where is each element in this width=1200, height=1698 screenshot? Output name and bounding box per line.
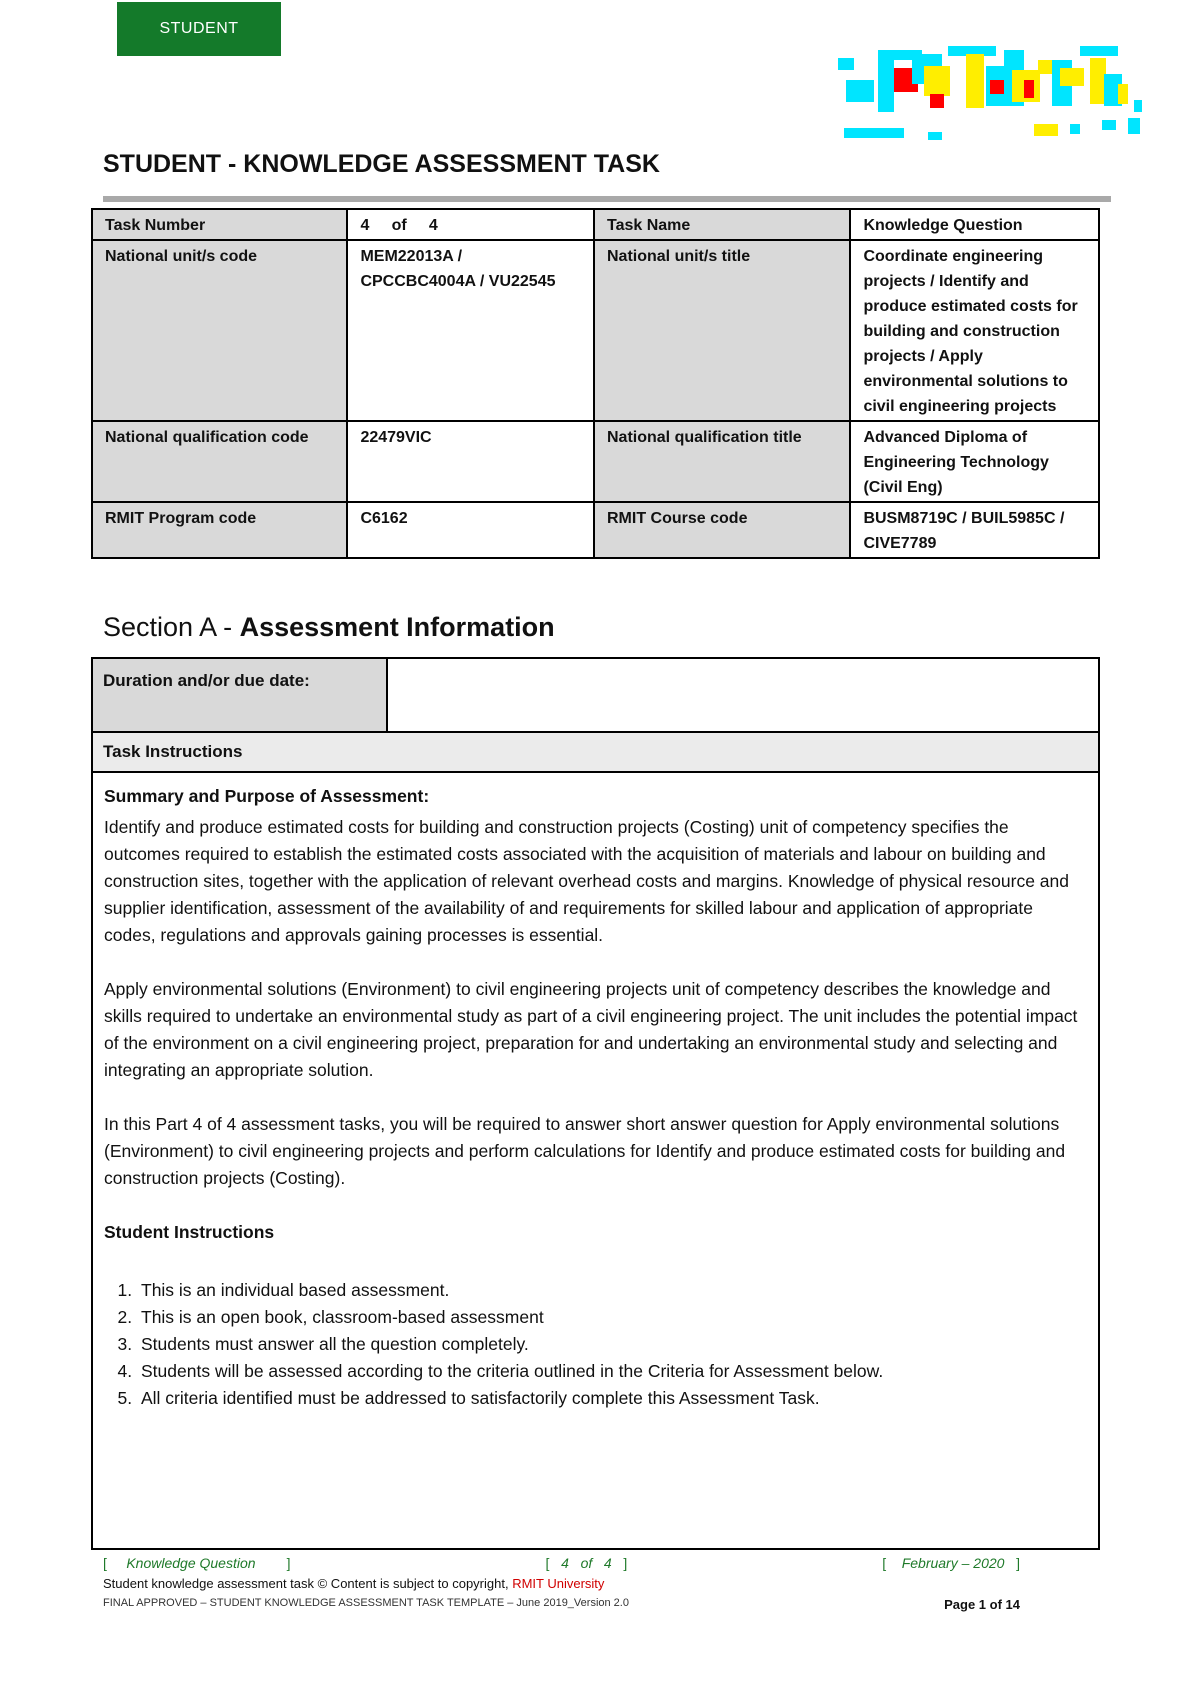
table-row xyxy=(92,209,1099,240)
footer-task-name: Knowledge Question xyxy=(126,1555,256,1571)
list-item: 3. Students must answer all the question completely. xyxy=(137,1331,1087,1358)
table-row xyxy=(92,240,1099,421)
task-info-table xyxy=(91,208,1100,559)
program-code-label: RMIT Program code xyxy=(92,502,347,558)
due-date-row xyxy=(93,659,1098,733)
table-row xyxy=(92,502,1099,558)
footer-task-line: [ Knowledge Question ] [ 4 of 4 ] [ February – 2020 ] xyxy=(103,1555,1020,1571)
task-name-value: Knowledge Question xyxy=(850,209,1099,240)
footer-task-of: 4 of 4 xyxy=(561,1555,612,1571)
task-number-value: 4 of 4 xyxy=(347,209,594,240)
program-code-value: C6162 xyxy=(347,502,594,558)
qual-title-label: National qualification title xyxy=(594,421,850,502)
page-number: Page 1 of 14 xyxy=(944,1597,1020,1612)
due-date-field[interactable] xyxy=(388,659,1098,731)
task-number-label: Task Number xyxy=(92,209,347,240)
section-title: Assessment Information xyxy=(239,612,555,642)
unit-code-label: National unit/s code xyxy=(92,240,347,421)
footer-template-line xyxy=(103,1597,1020,1612)
list-item: 1. This is an individual based assessment. xyxy=(137,1277,1087,1304)
footer-date: February – 2020 xyxy=(901,1555,1005,1571)
student-instructions-list xyxy=(104,1277,1087,1412)
footer-copyright xyxy=(103,1576,1020,1591)
unit-title-value: Coordinate engineering projects / Identify and produce estimated costs for building and construction projects / Apply environmental solutions to civil engineering projects xyxy=(850,240,1099,421)
template-version: FINAL APPROVED – STUDENT KNOWLEDGE ASSESSMENT TASK TEMPLATE – June 2019_Version 2.0 xyxy=(103,1597,629,1609)
unit-title-label: National unit/s title xyxy=(594,240,850,421)
summary-paragraph-2: Apply environmental solutions (Environment) to civil engineering projects unit of competency describes the knowledge and skills required to undertake an environmental study as part of a civil engineering project. The unit includes the potential impact of the environment on a civil engineering project, preparation for and undertaking an environmental study and selecting and integrating an appropriate solution. xyxy=(104,979,1078,1080)
course-code-label: RMIT Course code xyxy=(594,502,850,558)
summary-paragraph-3: In this Part 4 of 4 assessment tasks, you will be required to answer short answer question for Apply environmental solutions (Environment) to civil engineering projects and perform calculations for Identify and produce estimated costs for building and construction projects (Costing). xyxy=(104,1114,1066,1188)
course-code-value: BUSM8719C / BUIL5985C / CIVE7789 xyxy=(850,502,1099,558)
list-item: 2. This is an open book, classroom-based assessment xyxy=(137,1304,1087,1331)
qual-title-value: Advanced Diploma of Engineering Technology (Civil Eng) xyxy=(850,421,1099,502)
summary-heading: Summary and Purpose of Assessment: xyxy=(104,786,430,806)
qual-code-label: National qualification code xyxy=(92,421,347,502)
rmit-logo-image xyxy=(838,40,1144,152)
due-date-label: Duration and/or due date: xyxy=(93,659,388,731)
assessment-info-box xyxy=(91,657,1100,1550)
title-rule xyxy=(103,196,1111,202)
list-item: 5. All criteria identified must be addressed to satisfactorily complete this Assessment Task. xyxy=(137,1385,1087,1412)
task-instructions-body xyxy=(93,773,1098,1422)
student-badge: STUDENT xyxy=(117,2,281,56)
copyright-org: RMIT University xyxy=(512,1576,605,1591)
task-instructions-header: Task Instructions xyxy=(93,733,1098,773)
qual-code-value: 22479VIC xyxy=(347,421,594,502)
list-item: 4. Students will be assessed according to the criteria outlined in the Criteria for Assessment below. xyxy=(137,1358,1087,1385)
copyright-text: Student knowledge assessment task © Content is subject to copyright, xyxy=(103,1576,513,1591)
task-name-label: Task Name xyxy=(594,209,850,240)
document-title: STUDENT - KNOWLEDGE ASSESSMENT TASK xyxy=(103,150,660,178)
summary-paragraph-1: Identify and produce estimated costs for building and construction projects (Costing) unit of competency specifies the outcomes required to establish the estimated costs associated with the acquisition of materials and labour on building and construction sites, together with the application of relevant overhead costs and margins. Knowledge of physical resource and supplier identification, assessment of the availability of and requirements for skilled labour and application of appropriate codes, regulations and approvals gaining processes is essential. xyxy=(104,817,1069,945)
student-instructions-heading: Student Instructions xyxy=(104,1222,275,1242)
unit-code-value: MEM22013A / CPCCBC4004A / VU22545 xyxy=(347,240,594,421)
section-prefix: Section A - xyxy=(103,612,240,642)
section-heading xyxy=(103,612,555,643)
table-row xyxy=(92,421,1099,502)
